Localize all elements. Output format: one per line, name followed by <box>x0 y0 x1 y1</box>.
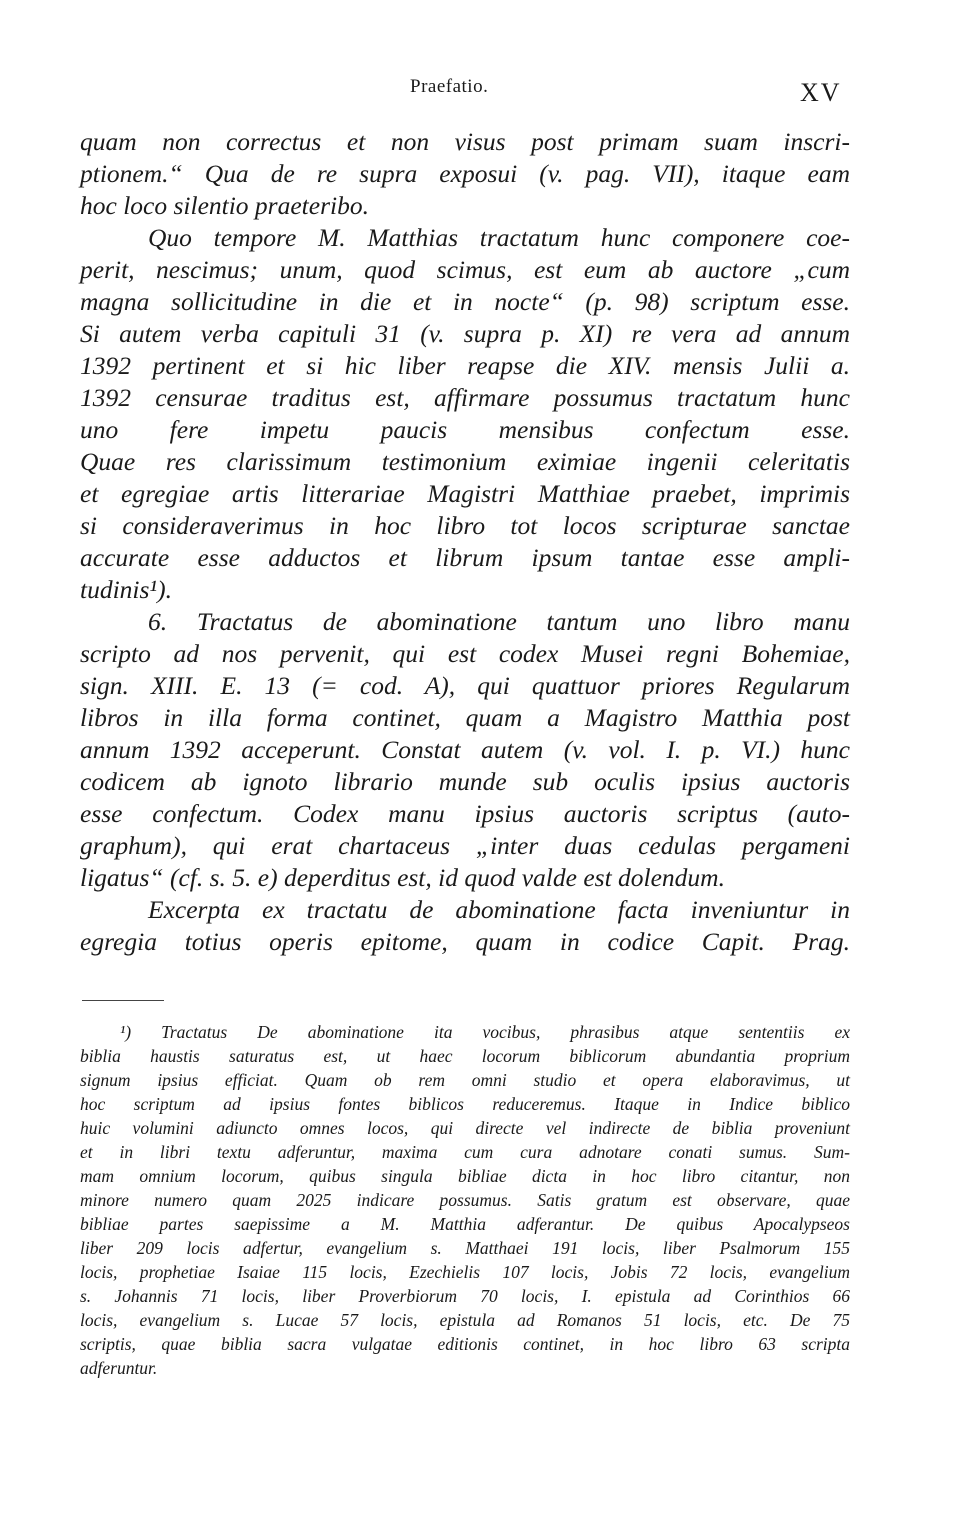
text-line: Quo tempore M. Matthias tractatum hunc componere coe- <box>148 223 850 252</box>
page-number: XV <box>800 78 842 107</box>
text-line: accurate esse adductos et librum ipsum tantae esse ampli- <box>80 543 850 572</box>
text-line: uno fere impetu paucis mensibus confectum esse. <box>80 415 850 444</box>
text-line: libros in illa forma continet, quam a Magistro Matthia post <box>80 703 850 732</box>
footnote-line: ¹) Tractatus De abominatione ita vocibus, phrasibus atque sententiis ex <box>120 1022 850 1042</box>
text-line: 1392 censurae traditus est, affirmare possumus tractatum hunc <box>80 383 850 412</box>
text-line: egregia totius operis epitome, quam in codice Capit. Prag. <box>80 927 850 956</box>
footnote-line: huic volumini adiuncto omnes locos, qui directe vel indirecte de biblia proveniunt <box>80 1118 850 1138</box>
text-line: ptionem.“ Qua de re supra exposui (v. pag. VII), itaque eam <box>80 159 850 188</box>
footnote-line: locis, prophetiae Isaiae 115 locis, Ezechielis 107 locis, Jobis 72 locis, evangelium <box>80 1262 850 1282</box>
footnote-line: liber 209 locis adfertur, evangelium s. Matthaei 191 locis, liber Psalmorum 155 <box>80 1238 850 1258</box>
footnote-line: adferuntur. <box>80 1358 158 1378</box>
text-line: magna sollicitudine in die et in nocte“ (p. 98) scriptum esse. <box>80 287 850 316</box>
footnote-line: signum ipsius efficiat. Quam ob rem omni studio et opera elaboravimus, ut <box>80 1070 850 1090</box>
main-text <box>80 126 850 958</box>
text-line: Si autem verba capituli 31 (v. supra p. XI) re vera ad annum <box>80 319 850 348</box>
text-line: ligatus“ (cf. s. 5. e) deperditus est, id quod valde est dolendum. <box>80 863 725 892</box>
footnote-line: s. Johannis 71 locis, liber Proverbiorum 70 locis, I. epistula ad Corinthios 66 <box>80 1286 850 1306</box>
text-line: graphum), qui erat chartaceus „inter duas cedulas pergameni <box>80 831 850 860</box>
footnote-line: hoc scriptum ad ipsius fontes biblicos reduceremus. Itaque in Indice biblico <box>80 1094 850 1114</box>
text-line: scripto ad nos pervenit, qui est codex Musei regni Bohemiae, <box>80 639 850 668</box>
page-header <box>0 76 960 106</box>
text-line: perit, nescimus; unum, quod scimus, est eum ab auctore „cum <box>80 255 850 284</box>
text-line: quam non correctus et non visus post primam suam inscri- <box>80 127 850 156</box>
text-line: Excerpta ex tractatu de abominatione facta inveniuntur in <box>148 895 850 924</box>
footnote-line: minore numero quam 2025 indicare possumus. Satis gratum est observare, quae <box>80 1190 850 1210</box>
text-line: esse confectum. Codex manu ipsius auctoris scriptus (auto- <box>80 799 850 828</box>
text-line: codicem ab ignoto librario munde sub oculis ipsius auctoris <box>80 767 850 796</box>
footnote <box>80 1020 850 1380</box>
footnote-line: biblia haustis saturatus est, ut haec locorum biblicorum abundantia proprium <box>80 1046 850 1066</box>
footnote-separator <box>82 1000 164 1001</box>
text-line: Quae res clarissimum testimonium eximiae ingenii celeritatis <box>80 447 850 476</box>
footnote-line: scriptis, quae biblia sacra vulgatae editionis continet, in hoc libro 63 scripta <box>80 1334 850 1354</box>
text-line: 6. Tractatus de abominatione tantum uno libro manu <box>148 607 850 636</box>
running-head: Praefatio. <box>410 76 489 97</box>
text-line: annum 1392 acceperunt. Constat autem (v. vol. I. p. VI.) hunc <box>80 735 850 764</box>
text-line: hoc loco silentio praeteribo. <box>80 191 369 220</box>
footnote-line: mam omnium locorum, quibus singula bibliae dicta in hoc libro citantur, non <box>80 1166 850 1186</box>
footnote-line: bibliae partes saepissime a M. Matthia adferantur. De quibus Apocalypseos <box>80 1214 850 1234</box>
text-line: 1392 pertinent et si hic liber reapse die XIV. mensis Julii a. <box>80 351 850 380</box>
text-line: et egregiae artis litterariae Magistri Matthiae praebet, imprimis <box>80 479 850 508</box>
text-line: tudinis¹). <box>80 575 172 604</box>
footnote-line: locis, evangelium s. Lucae 57 locis, epistula ad Romanos 51 locis, etc. De 75 <box>80 1310 850 1330</box>
text-line: sign. XIII. E. 13 (= cod. A), qui quattuor priores Regularum <box>80 671 850 700</box>
footnote-line: et in libri textu adferuntur, maxima cum cura adnotare conati sumus. Sum- <box>80 1142 850 1162</box>
text-line: si consideraverimus in hoc libro tot locos scripturae sanctae <box>80 511 850 540</box>
